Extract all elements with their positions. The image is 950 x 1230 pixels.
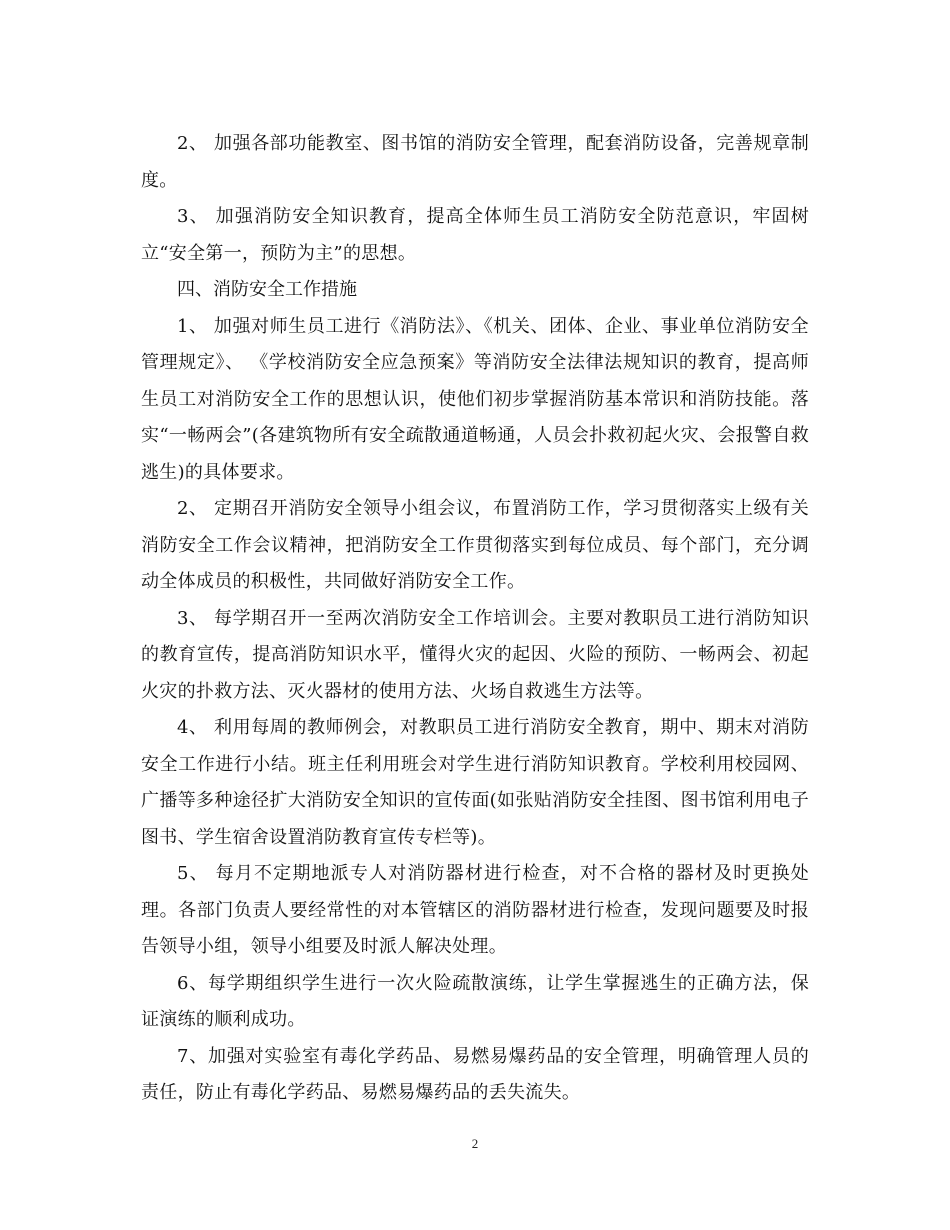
paragraph-measure-1: 1、 加强对师生员工进行《消防法》、《机关、团体、企业、事业单位消防安全管理规定》、 《学校消防安全应急预案》等消防安全法律法规知识的教育，提高师生员工对消防安全工作的思想认识，使他们初步掌握消防基本常识和消防技能。落实“一畅两会”(各建筑物所有安全疏散通道畅通，人员会扑救初起火灾、会报警自救逃生)的具体要求。 [141, 315, 809, 483]
paragraph-item-2: 2、 加强各部功能教室、图书馆的消防安全管理，配套消防设备，完善规章制度。 [141, 133, 809, 191]
paragraph-measure-5: 5、 每月不定期地派专人对消防器材进行检查，对不合格的器材及时更换处理。各部门负责人要经常性的对本管辖区的消防器材进行检查，发现问题要及时报告领导小组，领导小组要及时派人解决处理。 [141, 863, 809, 957]
paragraph-measure-7: 7、加强对实验室有毒化学药品、易燃易爆药品的安全管理，明确管理人员的责任，防止有毒化学药品、易燃易爆药品的丢失流失。 [141, 1045, 809, 1103]
paragraph-measure-6: 6、每学期组织学生进行一次火险疏散演练，让学生掌握逃生的正确方法，保证演练的顺利成功。 [141, 972, 809, 1030]
paragraph-measure-3: 3、 每学期召开一至两次消防安全工作培训会。主要对教职员工进行消防知识的教育宣传，提高消防知识水平，懂得火灾的起因、火险的预防、一畅两会、初起火灾的扑救方法、灭火器材的使用方法、火场自救逃生方法等。 [141, 607, 809, 702]
page-number: 2 [471, 1136, 479, 1151]
document-body [141, 126, 809, 1112]
paragraph-measure-2: 2、 定期召开消防安全领导小组会议，布置消防工作，学习贯彻落实上级有关消防安全工作会议精神，把消防安全工作贯彻落实到每位成员、每个部门，充分调动全体成员的积极性，共同做好消防安全工作。 [141, 498, 809, 592]
section-heading-measures: 四、消防安全工作措施 [177, 279, 357, 300]
paragraph-measure-4: 4、 利用每周的教师例会，对教职员工进行消防安全教育，期中、期末对消防安全工作进行小结。班主任利用班会对学生进行消防知识教育。学校利用校园网、广播等多种途径扩大消防安全知识的宣传面(如张贴消防安全挂图、图书馆利用电子图书、学生宿舍设置消防教育宣传专栏等)。 [141, 717, 809, 848]
paragraph-item-3: 3、 加强消防安全知识教育，提高全体师生员工消防安全防范意识，牢固树立“安全第一，预防为主”的思想。 [141, 206, 809, 264]
